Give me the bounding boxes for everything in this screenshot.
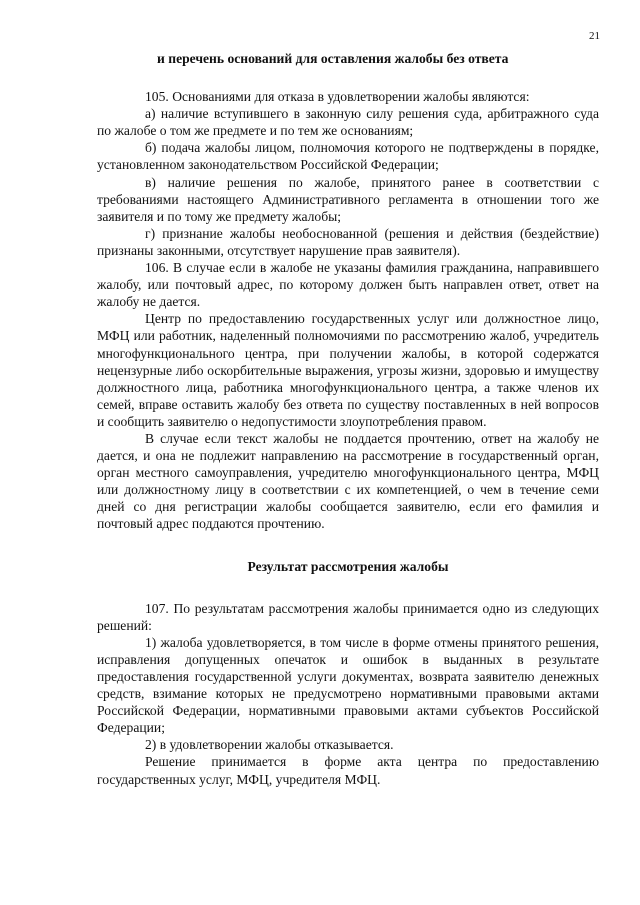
document-body <box>97 50 599 788</box>
paragraph-105: 105. Основаниями для отказа в удовлетворении жалобы являются: <box>145 89 530 105</box>
paragraph-105-v: в) наличие решения по жалобе, принятого ранее в соответствии с требованиями настоящего Административного регламента в отношении того же заявителя и по тому же предмету жалобы; <box>97 174 599 224</box>
paragraph-107-decision: Решение принимается в форме акта центра по предоставлению государственных услуг, МФЦ, учредителя МФЦ. <box>97 754 599 787</box>
paragraph-106-unreadable: В случае если текст жалобы не поддается прочтению, ответ на жалобу не дается, и она не подлежит направлению на рассмотрение в государственный орган, орган местного самоуправления, учредителю многофункционального центра, МФЦ или должностному лицу в соответствии с их компетенцией, о чем в течение семи дней со дня регистрации жалобы сообщается заявителю, если его фамилия и почтовый адрес поддаются прочтению. <box>97 430 599 532</box>
paragraph-106-center: Центр по предоставлению государственных услуг или должностное лицо, МФЦ или работник, наделенный полномочиями по рассмотрению жалоб, учредитель многофункционального центра, при получении жалобы, в которой содержатся нецензурные либо оскорбительные выражения, угрозы жизни, здоровью и имуществу должностного лица, работника многофункционального центра, а также членов их семей, вправе оставить жалобу без ответа по существу поставленных в ней вопросов и сообщить заявителю о недопустимости злоупотребления правом. <box>97 311 599 429</box>
spacer <box>97 575 599 600</box>
paragraph-105-a: а) наличие вступившего в законную силу решения суда, арбитражного суда по жалобе о том же предмете и по тем же основаниям; <box>97 106 599 139</box>
paragraph-107: 107. По результатам рассмотрения жалобы принимается одно из следующих решений: <box>97 600 599 633</box>
paragraph-107-2: 2) в удовлетворении жалобы отказывается. <box>145 737 394 753</box>
paragraph-106: 106. В случае если в жалобе не указаны фамилия гражданина, направившего жалобу, или почтовый адрес, по которому должен быть направлен ответ, ответ на жалобу не дается. <box>97 260 599 310</box>
spacer <box>97 533 599 558</box>
section-heading-top: и перечень оснований для оставления жалобы без ответа <box>157 51 509 66</box>
spacer <box>97 67 599 88</box>
paragraph-105-b: б) подача жалобы лицом, полномочия которого не подтверждены в порядке, установленном законодательством Российской Федерации; <box>97 140 599 173</box>
paragraph-105-g: г) признание жалобы необоснованной (решения и действия (бездействие) признаны законными, отсутствует нарушение прав заявителя). <box>97 225 599 258</box>
page-number: 21 <box>589 30 600 42</box>
paragraph-107-1: 1) жалоба удовлетворяется, в том числе в форме отмены принятого решения, исправления допущенных опечаток и ошибок в выданных в результате предоставления государственной услуги документах, возврата заявителю денежных средств, взимание которых не предусмотрено нормативными правовыми актами Российской Федерации, нормативными правовыми актами субъектов Российской Федерации; <box>97 634 599 736</box>
section-heading-result: Результат рассмотрения жалобы <box>247 558 449 574</box>
